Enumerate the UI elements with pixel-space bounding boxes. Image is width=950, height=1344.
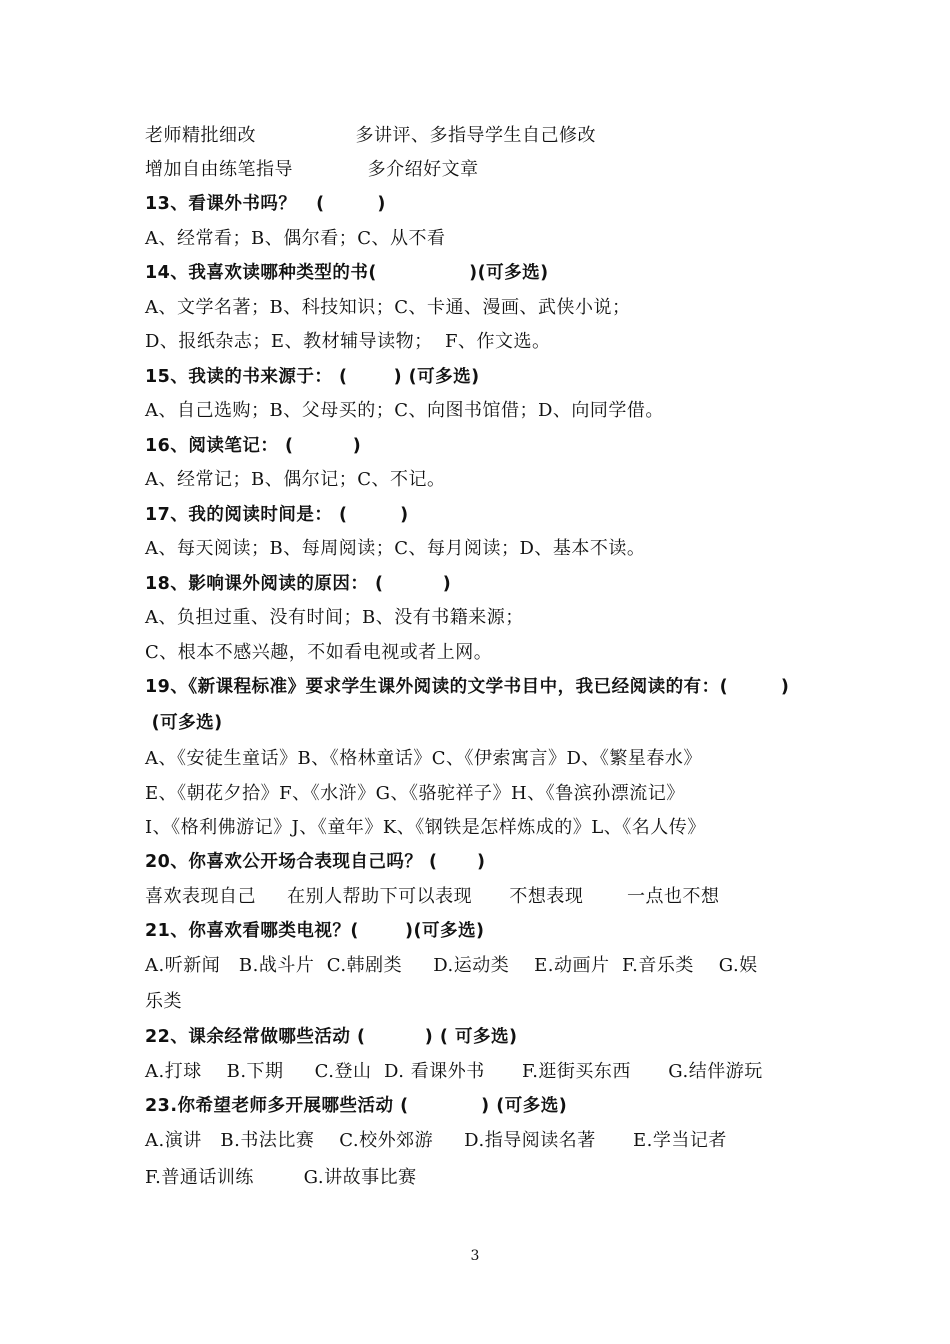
text-line: A.听新闻 B.战斗片 C.韩剧类 D.运动类 E.动画片 F.音乐类 G.娱 xyxy=(145,955,758,976)
question-19: 19、《新课程标准》要求学生课外阅读的文学书目中，我已经阅读的有：( ) xyxy=(145,677,790,697)
text-line: A、每天阅读；B、每周阅读；C、每月阅读；D、基本不读。 xyxy=(145,538,646,559)
text-line: C、根本不感兴趣，不如看电视或者上网。 xyxy=(145,642,493,663)
text-line: 老师精批细改 多讲评、多指导学生自己修改 xyxy=(145,125,597,146)
question-19-note: (可多选) xyxy=(145,713,223,733)
question-18: 18、影响课外阅读的原因： ( ) xyxy=(145,574,452,594)
text-line: A.演讲 B.书法比赛 C.校外郊游 D.指导阅读名著 E.学当记者 xyxy=(145,1130,727,1151)
question-15: 15、我读的书来源于： ( ) (可多选) xyxy=(145,367,480,387)
text-line: E、《朝花夕拾》F、《水浒》G、《骆驼祥子》H、《鲁滨孙漂流记》 xyxy=(145,783,685,804)
text-line: 增加自由练笔指导 多介绍好文章 xyxy=(145,159,479,180)
question-22: 22、课余经常做哪些活动 ( ) ( 可多选) xyxy=(145,1027,518,1047)
text-line: I、《格利佛游记》J、《童年》K、《钢铁是怎样炼成的》L、《名人传》 xyxy=(145,817,706,838)
text-line: A、经常记；B、偶尔记；C、不记。 xyxy=(145,469,446,490)
question-17: 17、我的阅读时间是： ( ) xyxy=(145,505,409,525)
question-14: 14、我喜欢读哪种类型的书( )(可多选) xyxy=(145,263,549,283)
page-number: 3 xyxy=(470,1248,480,1264)
text-line: D、报纸杂志；E、教材辅导读物； F、作文选。 xyxy=(145,331,551,352)
question-21: 21、你喜欢看哪类电视？( )(可多选) xyxy=(145,921,485,941)
question-23: 23.你希望老师多开展哪些活动 ( ) (可多选) xyxy=(145,1096,568,1116)
text-line: A、经常看；B、偶尔看；C、从不看 xyxy=(145,228,446,249)
question-13: 13、看课外书吗？ ( ) xyxy=(145,194,386,214)
text-line: A.打球 B.下期 C.登山 D. 看课外书 F.逛街买东西 G.结伴游玩 xyxy=(145,1061,763,1082)
text-line: A、负担过重、没有时间；B、没有书籍来源； xyxy=(145,607,524,628)
text-line: A、文学名著；B、科技知识；C、卡通、漫画、武侠小说； xyxy=(145,297,631,318)
text-line: A、自己选购；B、父母买的；C、向图书馆借；D、向同学借。 xyxy=(145,400,664,421)
text-line: F.普通话训练 G.讲故事比赛 xyxy=(145,1167,417,1188)
text-line: 喜欢表现自己 在别人帮助下可以表现 不想表现 一点也不想 xyxy=(145,886,720,907)
question-16: 16、阅读笔记： ( ) xyxy=(145,436,362,456)
question-20: 20、你喜欢公开场合表现自己吗？ ( ) xyxy=(145,852,486,872)
text-line: 乐类 xyxy=(145,991,182,1012)
text-line: A、《安徒生童话》B、《格林童话》C、《伊索寓言》D、《繁星春水》 xyxy=(145,748,702,769)
